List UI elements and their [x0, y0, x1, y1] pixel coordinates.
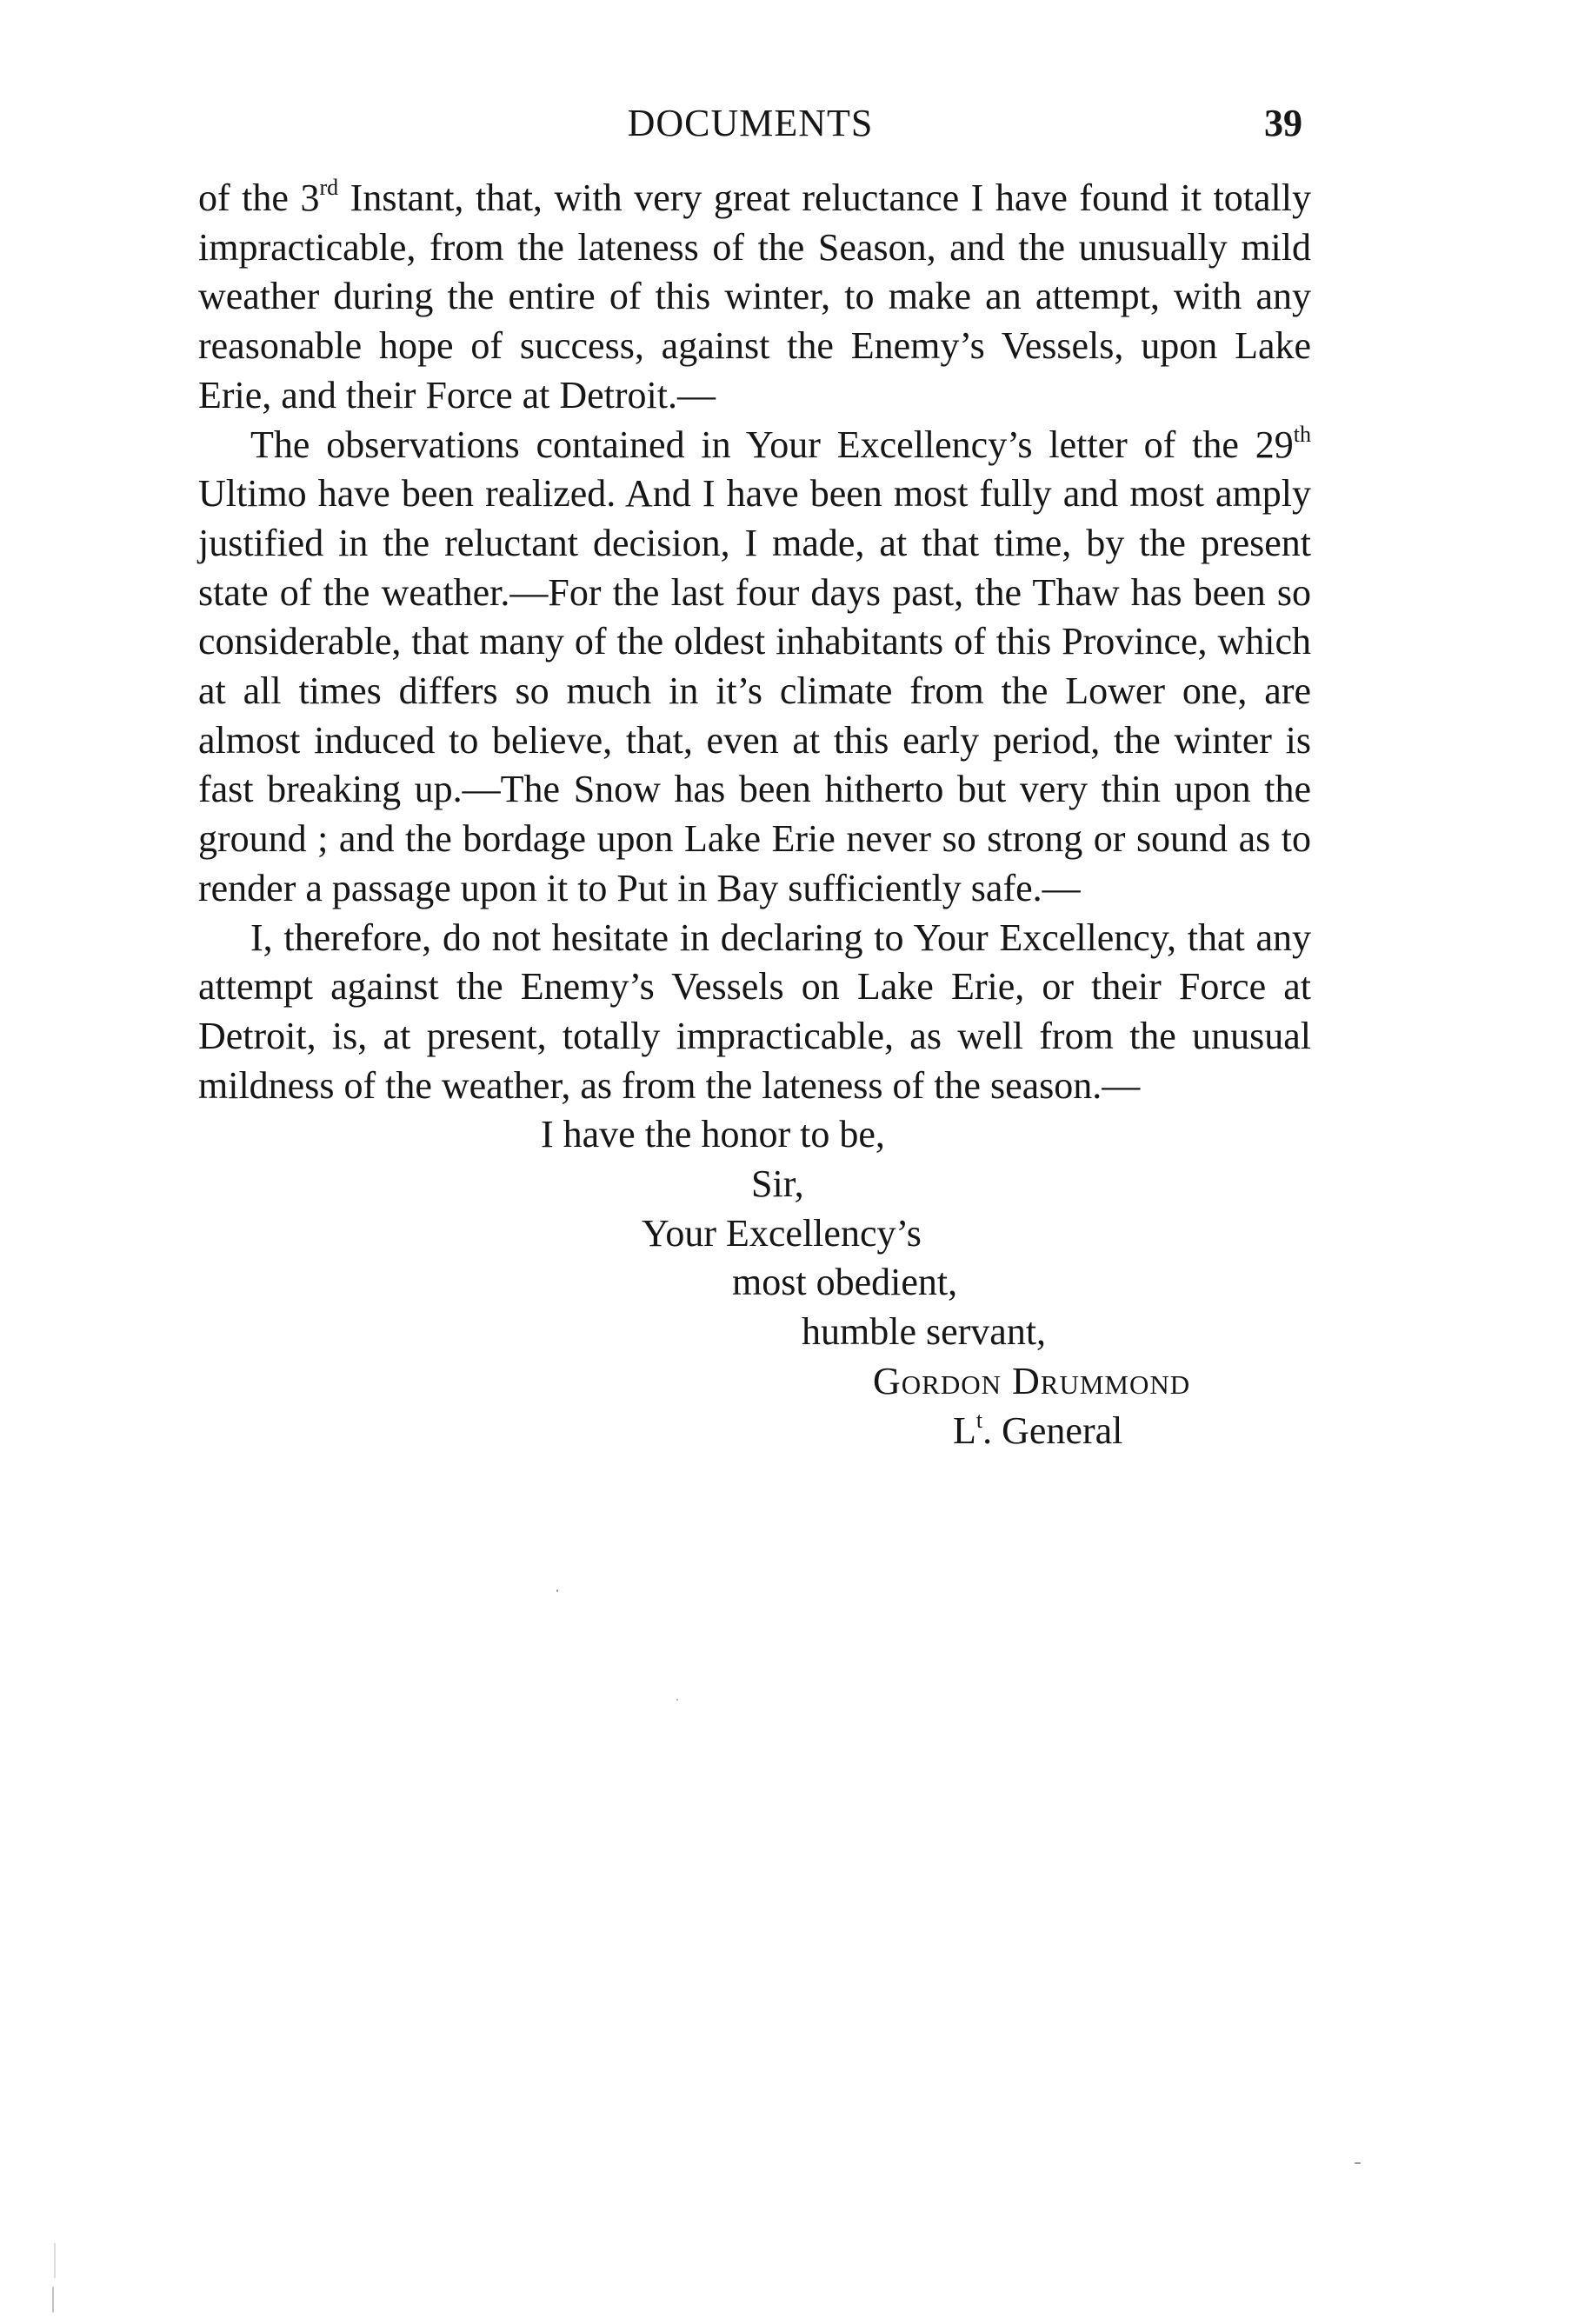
ordinal-number: 29 — [1255, 423, 1294, 466]
scan-speck — [1355, 2162, 1361, 2164]
text-run: I, therefore, do not hesitate in declaring to Your Excellency, that any attempt against the Enemy’s Vessels on Lake Erie, or their Force at Detroit, is, at present, totally impracticable, as well from the unusual mildness of the weather, as from the lateness of the season.— — [198, 916, 1311, 1107]
signature-name: Gordon Drummond — [873, 1359, 1191, 1402]
text-run: The observations contained in Your Excellency’s letter of the — [250, 423, 1255, 466]
text-run: Ultimo have been realized. And I have been most fully and most amply justified in the reluctant decision, I made, at that time, by the present state of the weather.—For the last four days past, the Thaw has been so considerable, that many of the oldest inhabitants of this Province, which at all times differs so much in it’s climate from the Lower one, are almost induced to believe, that, even at this early period, the winter is fast breaking up.—The Snow has been hitherto but very thin upon the ground ; and the bordage upon Lake Erie never so strong or sound as to render a passage upon it to Put in Bay sufficiently safe.— — [198, 472, 1311, 909]
closing-line-excellency: Your Excellency’s — [642, 1211, 922, 1255]
closing-line-obedient: most obedient, — [732, 1261, 958, 1304]
running-head — [198, 97, 1302, 150]
rank-superscript: t — [975, 1407, 983, 1433]
ordinal-number: 3 — [300, 176, 320, 219]
closing-line-servant: humble servant, — [802, 1310, 1047, 1354]
signature-rank — [198, 1407, 1311, 1456]
paragraph-1 — [198, 174, 1311, 421]
paragraph-3 — [198, 914, 1311, 1111]
text-run: Instant, that, with very great reluctance I have found it totally impracticable, from the lateness of the Season, and the unusually mild weather during the entire of this winter, to make an attempt, with any reasonable hope of success, against the Enemy’s Vessels, upon Lake Erie, and their Force at Detroit.— — [198, 176, 1312, 416]
rank-abbrev: L — [953, 1408, 976, 1452]
scan-speck — [556, 1589, 558, 1592]
page-title: DOCUMENTS — [627, 102, 874, 144]
scan-speck — [676, 1699, 678, 1701]
letter-body — [198, 174, 1311, 1455]
text-run: of the — [198, 176, 301, 219]
paragraph-2 — [198, 421, 1311, 914]
letter-closing — [198, 1110, 1311, 1455]
ordinal-suffix: rd — [319, 175, 339, 200]
closing-line-salutation: Sir, — [751, 1162, 804, 1206]
rank-title: . General — [982, 1408, 1123, 1452]
ordinal-suffix: th — [1293, 421, 1311, 447]
scan-speck — [54, 2243, 56, 2278]
scan-speck — [52, 2287, 54, 2313]
closing-line-honor: I have the honor to be, — [541, 1113, 885, 1156]
page-number: 39 — [1264, 102, 1302, 144]
